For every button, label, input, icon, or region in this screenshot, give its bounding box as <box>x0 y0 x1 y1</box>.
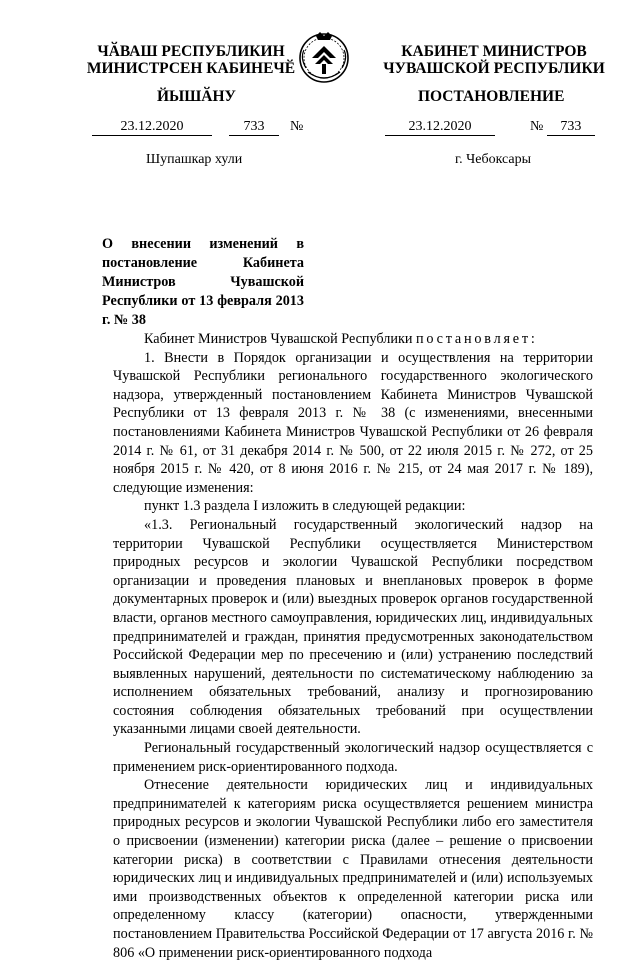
intro-verb: постановляет: <box>416 331 538 347</box>
left-number-sign: № <box>290 119 304 134</box>
right-org-header <box>374 43 614 77</box>
paragraph-1: 1. Внести в Порядок организации и осуществления на территории Чувашской Республики регионального государственного экологического надзора, утвержденный постановлением Кабинета Министров Чувашской Республики от 13 февраля 2013 г. № 38 (с изменениями, внесенными постановлениями Кабинета Министров Чувашской Республики от 26 февраля 2014 г. № 61, от 31 декабря 2014 г. № 500, от 22 июля 2015 г. № 272, от 25 ноября 2015 г. № 420, от 8 июня 2016 г. № 215, от 24 мая 2017 г. № 189), следующие изменения: <box>113 349 593 496</box>
chuvash-coat-of-arms-icon <box>298 28 350 90</box>
intro-paragraph <box>113 330 593 349</box>
right-number: 733 <box>547 119 595 136</box>
left-date: 23.12.2020 <box>92 119 212 136</box>
left-org-line1: ЧӐВАШ РЕСПУБЛИКИН <box>97 43 285 60</box>
left-org-header <box>76 43 306 77</box>
intro-name: Кабинет Министров Чувашской Республики <box>144 331 413 347</box>
right-city: г. Чебоксары <box>455 152 532 167</box>
right-number-sign: № <box>530 119 544 134</box>
paragraph-3: «1.3. Региональный государственный экологический надзор на территории Чувашской Республики осуществляется Министерством природных ресурсов и экологии Чувашской Республики посредством организации и проведения плановых и внеплановых проверок в форме документарных проверок и (или) выездных проверок органов государственной власти, органов местного самоуправления, юридических лиц, индивидуальных предпринимателей и граждан, принятия предусмотренных законодательством Российской Федерации мер по пресечению и (или) устранению последствий выявленных нарушений, деятельности по систематическому наблюдению за исполнением обязательных требований, анализу и прогнозированию состояния соблюдения обязательных требований при осуществлении указанными лицами своей деятельности. <box>113 516 593 738</box>
left-city: Шупашкар хули <box>146 152 243 167</box>
right-date: 23.12.2020 <box>385 119 495 136</box>
left-doc-type: ЙЫШӐНУ <box>157 88 236 105</box>
document-subject: О внесении изменений в постановление Кабинета Министров Чувашской Республики от 13 февраля 2013 г. № 38 <box>102 236 304 328</box>
right-org-line2: ЧУВАШСКОЙ РЕСПУБЛИКИ <box>383 60 605 77</box>
right-doc-type: ПОСТАНОВЛЕНИЕ <box>418 88 565 105</box>
paragraph-2: пункт 1.3 раздела I изложить в следующей редакции: <box>144 498 466 515</box>
left-date-number-line <box>92 119 303 135</box>
paragraph-5: Отнесение деятельности юридических лиц и индивидуальных предпринимателей к категориям риска осуществляется решением министра природных ресурсов и экологии Чувашской Республики либо его заместителя о присвоении (изменении) категории риска (далее – решение о присвоении категории риска) в соответствии с Правилами отнесения деятельности юридических лиц и индивидуальных предпринимателей и (или) используемых ими производственных объектов к определенной категории риска или определенному классу (категории) опасности, утвержденными постановлением Правительства Российской Федерации от 17 августа 2016 г. № 806 «О применении риск-ориентированного подхода <box>113 777 593 961</box>
left-org-line2: МИНИСТРСЕН КАБИНЕЧӖ <box>86 60 296 77</box>
document-body <box>113 330 593 962</box>
right-org-line1: КАБИНЕТ МИНИСТРОВ <box>401 43 587 60</box>
paragraph-4: Региональный государственный экологический надзор осуществляется с применением риск-ориентированного подхода. <box>113 740 593 775</box>
right-date-number-line <box>385 119 595 135</box>
left-number: 733 <box>229 119 279 136</box>
